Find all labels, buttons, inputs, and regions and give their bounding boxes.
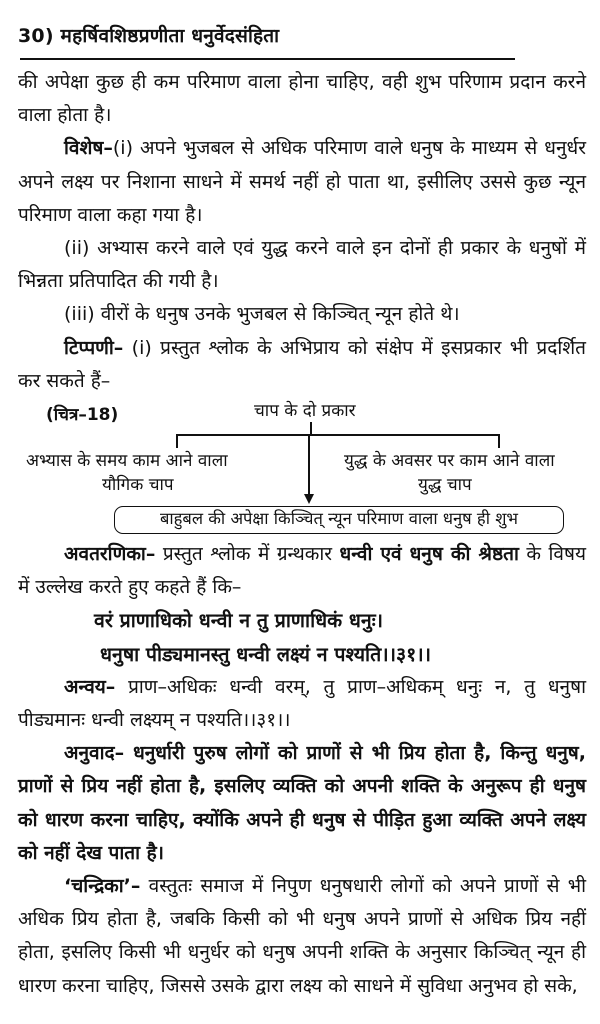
paragraph-vishesh — [18, 132, 586, 232]
diagram-root-label: चाप के दो प्रकार — [254, 401, 356, 422]
root-connector — [310, 422, 312, 434]
avataranika-text-a: प्रस्तुत श्लोक में ग्रन्थकार — [155, 543, 340, 566]
paragraph-chandrika — [18, 870, 586, 1003]
term-avataranika: अवतरणिका– — [64, 543, 156, 566]
paragraph-point-ii: (ii) अभ्यास करने वाले एवं युद्ध करने वाले इन दोनों ही प्रकार के धनुषों में भिन्नता प्रतिपादित की गयी है। — [18, 237, 586, 293]
header-divider — [20, 58, 515, 60]
term-anuvad: अनुवाद– — [64, 742, 125, 765]
chandrika-text: वस्तुतः समाज में निपुण धनुषधारी लोगों को अपने प्राणों से भी अधिक प्रिय होता है, जबकि किसी को भी धनुष अपने प्राणों से अधिक प्रिय नहीं होता, इसलिए किसी भी धनुर्धर को धनुष अपनी शक्ति के अनुसार किञ्चित् न्यून ही धारण करना चाहिए, जिससे उसके द्वारा लक्ष्य को साधने में सुविधा अनुभव हो सके, — [18, 875, 586, 997]
left-branch-drop — [176, 434, 178, 448]
anuvad-text: धनुर्धारी पुरुष लोगों को प्राणों से भी प्रिय होता है, किन्तु धनुष, प्राणों से प्रिय नहीं होता है, इसलिए व्यक्ति को अपनी शक्ति के अनुरूप ही धनुष को धारण करना चाहिए, क्योंकि अपने ही धनुष से पीड़ित हुआ व्यक्ति अपने लक्ष्य को नहीं देख पाता है। — [18, 742, 586, 864]
conclusion-box: बाहुबल की अपेक्षा किञ्चित् न्यून परिमाण वाला धनुष ही शुभ — [114, 506, 564, 534]
term-chandrika: ‘चन्द्रिका’– — [64, 875, 141, 898]
shloka-line-1: वरं प्राणाधिको धन्वी न तु प्राणाधिकं धनुः। — [94, 609, 384, 633]
term-anvaya: अन्वय– — [64, 675, 116, 698]
down-arrow-icon — [304, 494, 314, 504]
avataranika-emphasis: धन्वी एवं धनुष की श्रेष्ठता — [339, 543, 519, 566]
paragraph-point-iii: (iii) वीरों के धनुष उनके भुजबल से किञ्चित् न्यून होते थे। — [64, 303, 460, 326]
avataranika-text-b: के विषय में उल्लेख करते हुए कहते हैं कि– — [18, 543, 586, 599]
right-branch-drop — [498, 434, 500, 448]
vishesh-text: (i) अपने भुजबल से अधिक परिमाण वाले धनुष के माध्यम से धनुर्धर अपने लक्ष्य पर निशाना साधने में समर्थ नहीं हो पाता था, इसीलिए उससे कुछ न्यून परिमाण वाला कहा गया है। — [18, 137, 586, 226]
page-header: 30) महर्षिवशिष्ठप्रणीता धनुर्वेदसंहिता — [18, 25, 280, 47]
paragraph-tippani — [18, 332, 586, 398]
tippani-text: (i) प्रस्तुत श्लोक के अभिप्राय को संक्षेप में इसप्रकार भी प्रदर्शित कर सकते हैं– — [18, 336, 586, 392]
conclusion-arrow-shaft — [308, 434, 310, 496]
left-branch-sublabel: यौगिक चाप — [102, 475, 174, 496]
paragraph-anvaya — [18, 671, 586, 737]
term-vishesh: विशेष– — [64, 137, 113, 160]
branch-line — [176, 434, 498, 436]
paragraph-avataranika — [18, 538, 586, 604]
anvaya-text: प्राण–अधिकः धन्वी वरम्, तु प्राण–अधिकम् धनुः न, तु धनुषा पीड्यमानः धन्वी लक्ष्यम् न पश्यति।।३१।। — [18, 675, 586, 732]
bow-types-diagram — [18, 398, 586, 538]
shloka-line-2: धनुषा पीड्यमानस्तु धन्वी लक्ष्यं न पश्यति।।३१।। — [100, 642, 432, 666]
right-branch-sublabel: युद्ध चाप — [418, 475, 472, 496]
page-body — [18, 66, 586, 1003]
figure-label: (चित्र–18) — [46, 405, 119, 426]
paragraph-continuation: की अपेक्षा कुछ ही कम परिमाण वाला होना चाहिए, वही शुभ परिणाम प्रदान करने वाला होता है। — [18, 71, 586, 127]
paragraph-anuvad — [18, 737, 586, 870]
left-branch-label: अभ्यास के समय काम आने वाला — [26, 451, 228, 472]
term-tippani: टिप्पणी– — [64, 336, 124, 359]
right-branch-label: युद्ध के अवसर पर काम आने वाला — [344, 451, 555, 472]
